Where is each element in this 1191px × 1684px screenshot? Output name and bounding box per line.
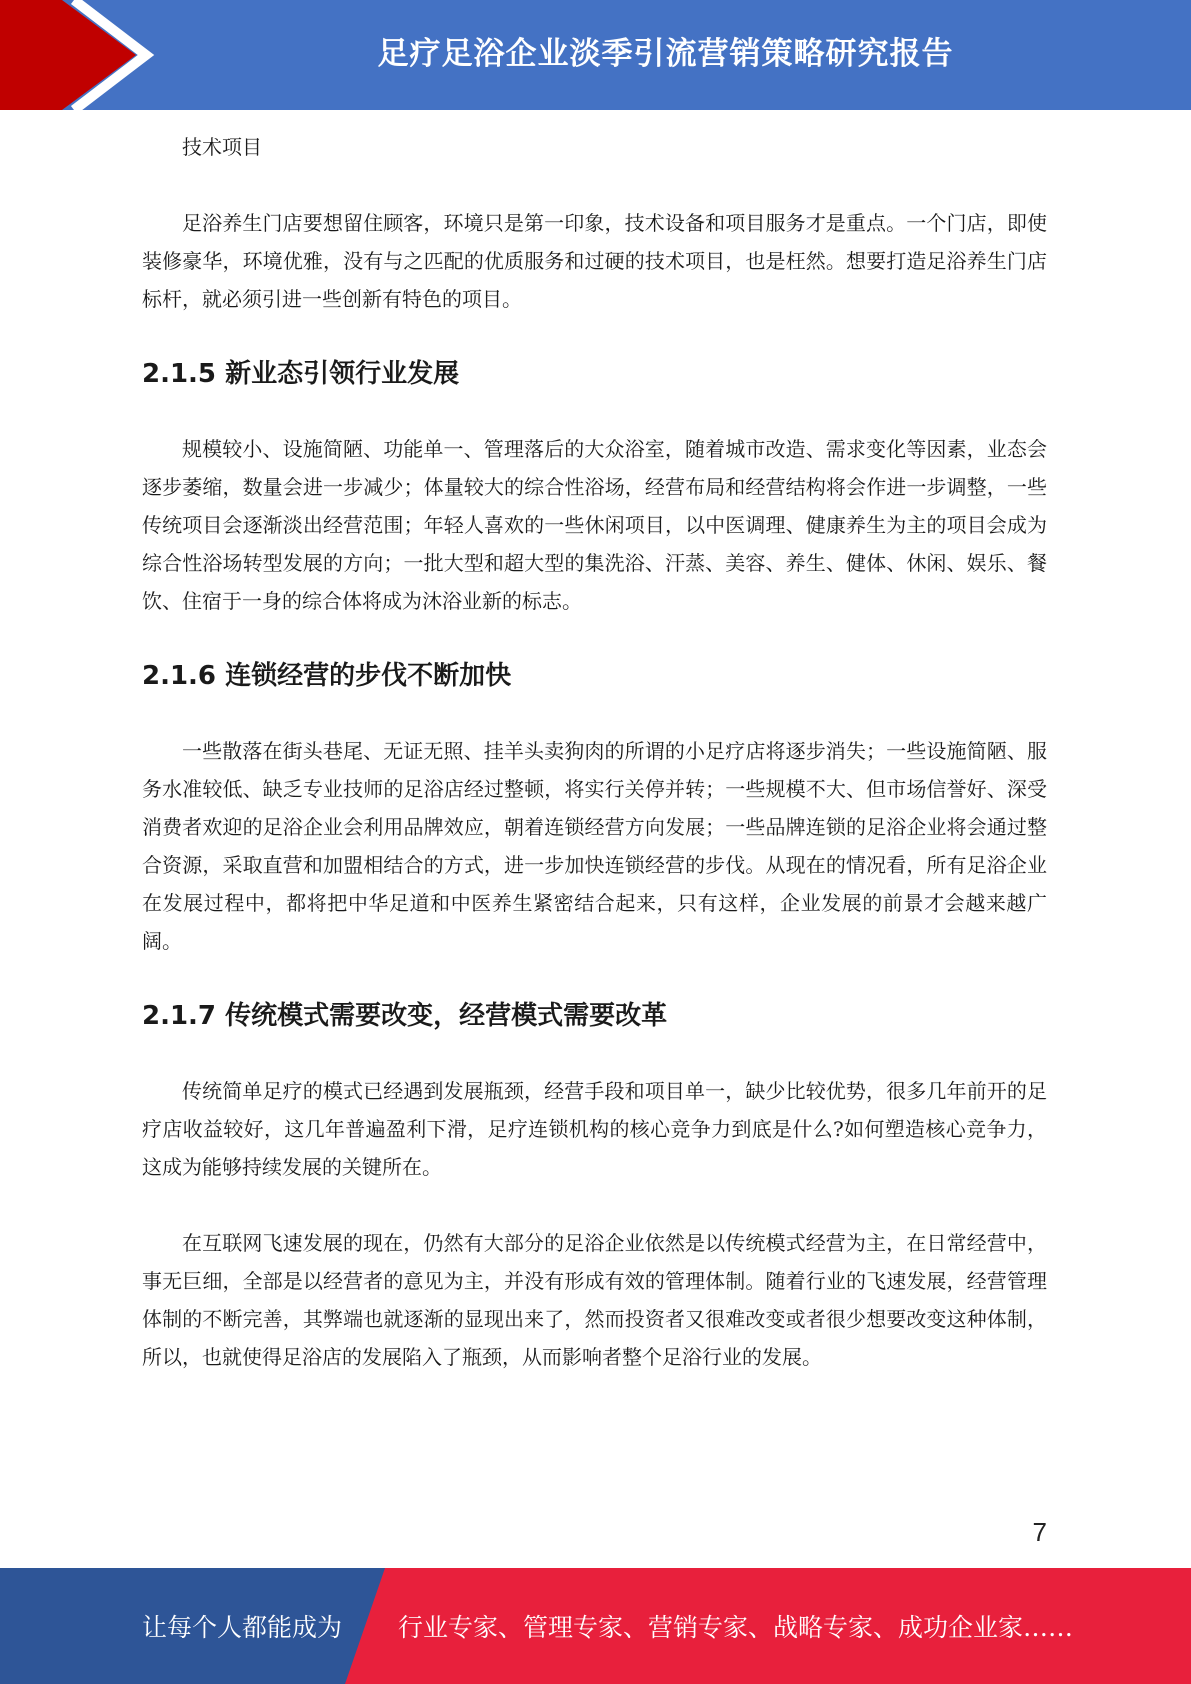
paragraph-technical-items: 技术项目 <box>182 135 262 159</box>
paragraph-traditional-mode: 传统简单足疗的模式已经遇到发展瓶颈，经营手段和项目单一，缺少比较优势，很多几年前开的足疗店收益较好，这几年普遍盈利下滑，足疗连锁机构的核心竞争力到底是什么?如何塑造核心竞争力，这成为能够持续发展的关键所在。 <box>142 1079 1047 1179</box>
section-heading-2-1-5: 2.1.5 新业态引领行业发展 <box>142 359 460 389</box>
footer-slogan-right: 行业专家、管理专家、营销专家、战略专家、成功企业家…… <box>398 1613 1074 1642</box>
paragraph-store-projects: 足浴养生门店要想留住顾客，环境只是第一印象，技术设备和项目服务才是重点。一个门店，即使装修豪华，环境优雅，没有与之匹配的优质服务和过硬的技术项目，也是枉然。想要打造足浴养生门店标杆，就必须引进一些创新有特色的项目。 <box>142 211 1047 311</box>
page-footer <box>0 1568 1191 1684</box>
paragraph-management-system: 在互联网飞速发展的现在，仍然有大部分的足浴企业依然是以传统模式经营为主，在日常经营中，事无巨细，全部是以经营者的意见为主，并没有形成有效的管理体制。随着行业的飞速发展，经营管理体制的不断完善，其弊端也就逐渐的显现出来了，然而投资者又很难改变或者很少想要改变这种体制，所以，也就使得足浴店的发展陷入了瓶颈，从而影响者整个足浴行业的发展。 <box>142 1231 1047 1369</box>
page-header <box>0 0 1191 110</box>
document-body <box>142 128 1047 1414</box>
section-heading-2-1-6: 2.1.6 连锁经营的步伐不断加快 <box>142 661 512 691</box>
header-title: 足疗足浴企业淡季引流营销策略研究报告 <box>377 35 954 72</box>
paragraph-chain-operation: 一些散落在街头巷尾、无证无照、挂羊头卖狗肉的所谓的小足疗店将逐步消失；一些设施简陋、服务水准较低、缺乏专业技师的足浴店经过整顿，将实行关停并转；一些规模不大、但市场信誉好、深受消费者欢迎的足浴企业会利用品牌效应，朝着连锁经营方向发展；一些品牌连锁的足浴企业将会通过整合资源，采取直营和加盟相结合的方式，进一步加快连锁经营的步伐。从现在的情况看，所有足浴企业在发展过程中，都将把中华足道和中医养生紧密结合起来，只有这样，企业发展的前景才会越来越广阔。 <box>142 739 1047 953</box>
footer-slogan-left: 让每个人都能成为 <box>142 1613 343 1642</box>
paragraph-new-formats: 规模较小、设施简陋、功能单一、管理落后的大众浴室，随着城市改造、需求变化等因素，业态会逐步萎缩，数量会进一步减少；体量较大的综合性浴场，经营布局和经营结构将会作进一步调整，一些传统项目会逐渐淡出经营范围；年轻人喜欢的一些休闲项目，以中医调理、健康养生为主的项目会成为综合性浴场转型发展的方向；一批大型和超大型的集洗浴、汗蒸、美容、养生、健体、休闲、娱乐、餐饮、住宿于一身的综合体将成为沐浴业新的标志。 <box>142 437 1047 613</box>
section-heading-2-1-7: 2.1.7 传统模式需要改变，经营模式需要改革 <box>142 1001 668 1031</box>
page-number: 7 <box>1032 1517 1047 1547</box>
